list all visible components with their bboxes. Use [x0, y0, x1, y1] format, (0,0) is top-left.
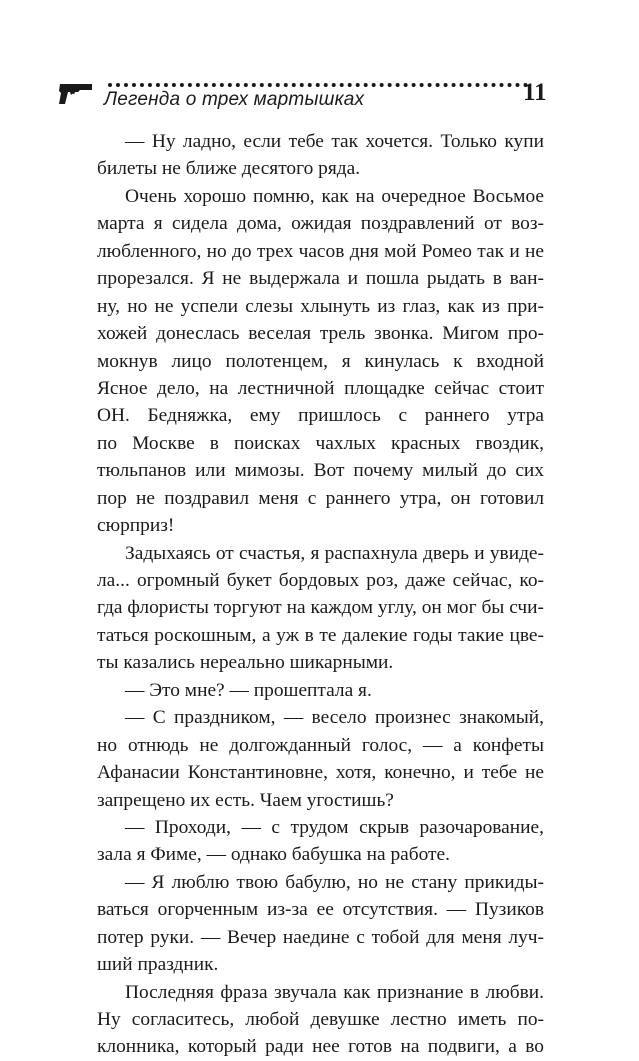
- text-line: таться роскошным, а уж в те далекие годы такие цве-: [97, 624, 544, 646]
- text-line: запрещено их есть. Чаем угостишь?: [97, 789, 394, 811]
- text-line: — Проходи, — с трудом скрыв разочарование,: [125, 816, 544, 838]
- text-line: Задыхаясь от счастья, я распахнула дверь и увиде-: [125, 542, 544, 564]
- text-line: марта я сидела дома, ожидая поздравлений от воз-: [97, 213, 544, 235]
- text-line: — С праздником, — весело произнес знакомый,: [125, 707, 544, 729]
- text-line: хожей донеслась веселая трель звонка. Мигом про-: [97, 323, 544, 345]
- text-line: — Ну ладно, если тебе так хочется. Только купи: [125, 131, 544, 152]
- text-line: любленного, но до трех часов дня мой Ромео так и не: [97, 240, 544, 262]
- body-text: [97, 128, 544, 1061]
- text-line: ший праздник.: [97, 954, 219, 976]
- text-line: ну, но не успели слезы хлынуть из глаз, как из при-: [97, 295, 544, 317]
- text-line: но отнюдь не долгожданный голос, — а конфеты: [97, 734, 544, 756]
- text-line: ла... огромный букет бордовых роз, даже сейчас, ко-: [97, 570, 544, 591]
- text-line: — Я люблю твою бабулю, но не стану прикиды-: [125, 871, 544, 893]
- text-line: ОН. Бедняжка, ему пришлось с раннего утра: [97, 405, 544, 427]
- text-line: Ну согласитесь, любой девушке лестно иметь по-: [97, 1009, 544, 1030]
- header-dotted-rule: [108, 83, 528, 87]
- text-line: клонника, который ради нее готов на подвиги, а во: [97, 1036, 544, 1058]
- text-line: Очень хорошо помню, как на очередное Восьмое: [125, 185, 544, 207]
- text-line: мокнув лицо полотенцем, я кинулась к входной: [97, 350, 544, 372]
- text-line: прорезался. Я не выдержала и пошла рыдать в ван-: [97, 268, 544, 290]
- running-title: Легенда о трех мартышках: [104, 89, 365, 110]
- text-line: зала я Фиме, — однако бабушка на работе.: [97, 844, 450, 866]
- text-line: Афанасии Константиновне, хотя, конечно, и тебе не: [97, 762, 544, 784]
- text-line: Ясное дело, на лестничной площадке сейчас стоит: [97, 377, 544, 399]
- text-line: Последняя фраза звучала как признание в любви.: [125, 981, 544, 1003]
- text-line: ты казались нереально шикарными.: [97, 652, 394, 674]
- text-line: потер руки. — Вечер наедине с тобой для меня луч-: [97, 926, 544, 948]
- page-number: 11: [523, 79, 547, 106]
- text-line: ваться огорченным из-за ее отсутствия. — Пузиков: [97, 899, 544, 921]
- page-header: [58, 72, 558, 122]
- text-line: гда флористы торгуют на каждом углу, он мог бы счи-: [97, 597, 544, 619]
- text-line: пор не поздравил меня с раннего утра, он готовил: [97, 487, 544, 509]
- text-line: билеты не ближе десятого ряда.: [97, 158, 361, 180]
- text-line: тюльпанов или мимозы. Вот почему милый до сих: [97, 460, 544, 482]
- text-line: сюрприз!: [97, 515, 175, 537]
- revolver-icon: [58, 82, 94, 106]
- text-line: по Москве в поисках чахлых красных гвоздик,: [97, 432, 544, 454]
- text-line: — Это мне? — прошептала я.: [125, 679, 372, 701]
